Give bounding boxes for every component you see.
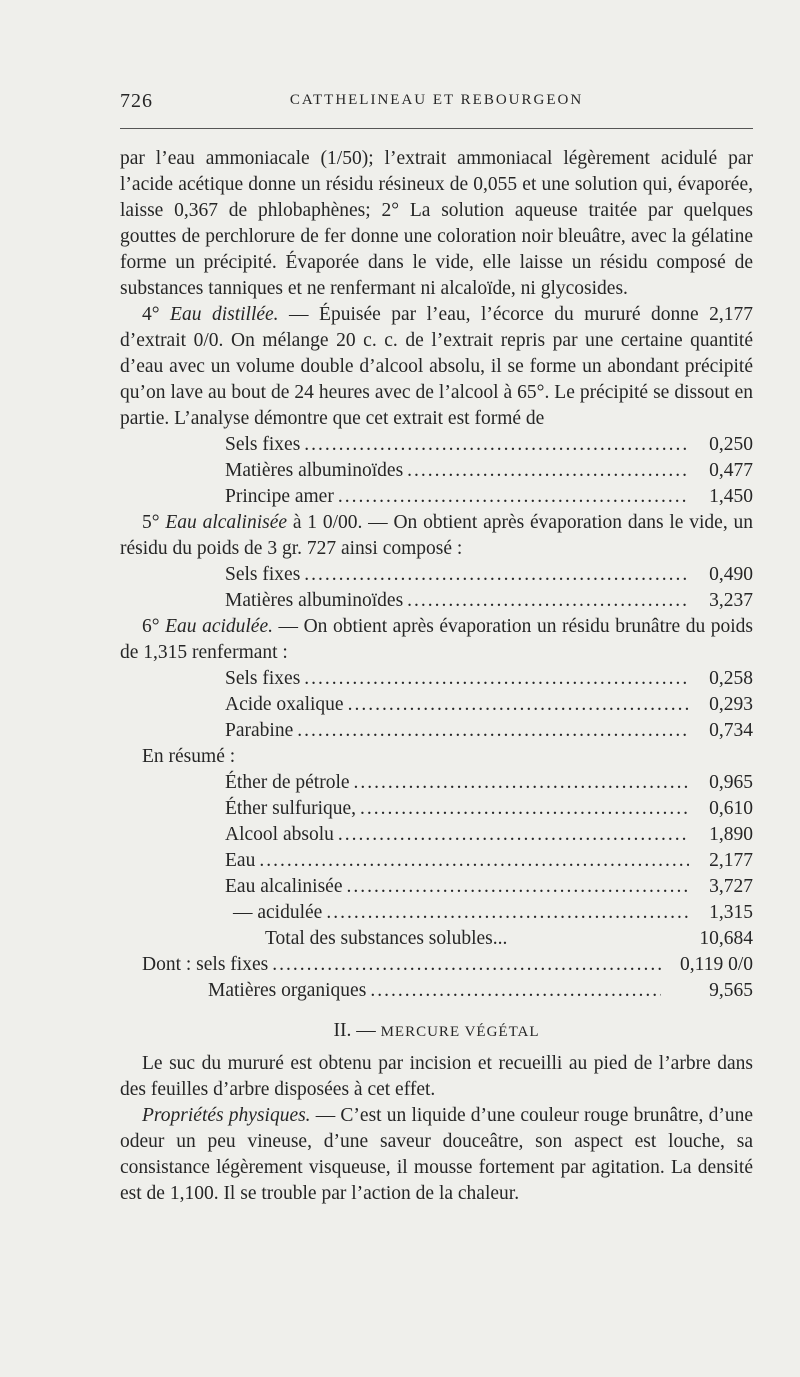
item-text: — On obtient après évaporation un résidu brunâtre du poids de 1,315 renfermant : bbox=[120, 616, 753, 663]
summary-heading: En résumé : bbox=[142, 746, 236, 767]
table-summary bbox=[120, 770, 753, 1004]
paragraph-eau-distillee bbox=[120, 302, 753, 432]
row-value: 9,565 bbox=[709, 980, 753, 1001]
dot-leader bbox=[348, 692, 689, 718]
dot-leader bbox=[354, 770, 689, 796]
paragraph-ammoniacal: par l’eau ammoniacale (1/50); l’extrait ammoniacal légèrement acidulé par l’acide acétique donne un résidu résineux de 0,055 et une solution qui, évaporée, laisse 0,367 de phlobaphènes; 2° La solution aqueuse traitée par quelques gouttes de perchlorure de fer donne une coloration noir bleuâtre, avec la gélatine forme un précipité. Évaporée dans le vide, elle laisse un résidu composé de substances tanniques et ne renfermant ni alcaloïde, ni glycosides. bbox=[120, 148, 753, 299]
row-label: Sels fixes bbox=[225, 668, 301, 689]
dot-leader bbox=[346, 874, 689, 900]
row-label: Alcool absolu bbox=[225, 824, 334, 845]
dot-leader bbox=[304, 432, 689, 458]
table-row bbox=[225, 900, 753, 926]
table-row bbox=[225, 458, 753, 484]
row-value: 0,250 bbox=[709, 434, 753, 455]
row-value: 0,734 bbox=[709, 720, 753, 741]
paragraph-eau-acidulee bbox=[120, 614, 753, 666]
dot-leader bbox=[326, 900, 689, 926]
item-text: à 1 0/00. — On obtient après évaporation dans le vide, un résidu du poids de 3 gr. 727 ainsi composé : bbox=[120, 512, 753, 559]
table-row bbox=[225, 432, 753, 458]
table-eau-alcalinisee bbox=[120, 562, 753, 614]
row-value: 0,477 bbox=[709, 460, 753, 481]
dont-row bbox=[142, 952, 753, 978]
dot-leader bbox=[338, 484, 689, 510]
table-row bbox=[225, 822, 753, 848]
row-value: 1,315 bbox=[709, 902, 753, 923]
total-value: 10,684 bbox=[699, 928, 753, 949]
row-value: 2,177 bbox=[709, 850, 753, 871]
running-title: CATTHELINEAU ET REBOURGEON bbox=[289, 92, 584, 108]
item-title: Eau acidulée. bbox=[165, 616, 273, 637]
paragraph-proprietes bbox=[120, 1103, 753, 1207]
page-number: 726 bbox=[120, 90, 153, 112]
row-value: 3,727 bbox=[709, 876, 753, 897]
total-row bbox=[265, 926, 753, 952]
item-number: 6° bbox=[142, 616, 160, 637]
item-number: 5° bbox=[142, 512, 160, 533]
item-title: Eau distillée. bbox=[170, 304, 279, 325]
dot-leader bbox=[259, 848, 689, 874]
row-value: 3,237 bbox=[709, 590, 753, 611]
dot-leader bbox=[297, 718, 689, 744]
header-rule bbox=[120, 128, 753, 129]
row-value: 0,610 bbox=[709, 798, 753, 819]
table-row bbox=[225, 874, 753, 900]
row-label: Éther de pétrole bbox=[225, 772, 350, 793]
row-label: Sels fixes bbox=[225, 434, 301, 455]
section-heading bbox=[120, 1018, 753, 1045]
table-eau-acidulee bbox=[120, 666, 753, 744]
row-label: Principe amer bbox=[225, 486, 334, 507]
row-value: 1,890 bbox=[709, 824, 753, 845]
dot-leader bbox=[304, 666, 689, 692]
paragraph-suc: Le suc du mururé est obtenu par incision et recueilli au pied de l’arbre dans des feuilles d’arbre disposées à cet effet. bbox=[120, 1053, 753, 1100]
row-label: Dont : sels fixes bbox=[142, 954, 269, 975]
paragraph-eau-alcalinisee bbox=[120, 510, 753, 562]
organic-row bbox=[208, 978, 753, 1004]
row-value: 0,119 0/0 bbox=[680, 954, 753, 975]
row-label: Matières albuminoïdes bbox=[225, 590, 404, 611]
dot-leader bbox=[370, 978, 661, 1004]
item-text: — C’est un liquide d’une couleur rouge brunâtre, d’une odeur un peu vineuse, d’une saveur douceâtre, son aspect est louche, sa consistance légèrement visqueuse, il mousse fortement par agitation. La densité est de 1,100. Il se trouble par l’action de la chaleur. bbox=[120, 1105, 754, 1204]
item-number: 4° bbox=[142, 304, 160, 325]
dot-leader bbox=[407, 588, 689, 614]
row-label: — acidulée bbox=[233, 902, 323, 923]
row-label: Eau alcalinisée bbox=[225, 876, 343, 897]
page-header bbox=[120, 90, 753, 118]
total-label: Total des substances solubles... bbox=[265, 928, 508, 949]
row-value: 0,258 bbox=[709, 668, 753, 689]
row-label: Parabine bbox=[225, 720, 294, 741]
table-row bbox=[225, 484, 753, 510]
item-title: Eau alcalinisée bbox=[165, 512, 288, 533]
table-row bbox=[225, 770, 753, 796]
row-label: Eau bbox=[225, 850, 256, 871]
section-number: II. — bbox=[333, 1020, 376, 1041]
dot-leader bbox=[338, 822, 689, 848]
row-label: Acide oxalique bbox=[225, 694, 344, 715]
item-text: — Épuisée par l’eau, l’écorce du mururé donne 2,177 d’extrait 0/0. On mélange 20 c. c. de l’extrait repris par une certaine quantité d’eau avec un volume double d’alcool absolu, il se forme un abondant précipité qu’on lave au bout de 24 heures avec de l’alcool à 65°. Le précipité se dissout en partie. L’analyse démontre que cet extrait est formé de bbox=[120, 304, 753, 429]
table-row bbox=[225, 588, 753, 614]
row-value: 0,293 bbox=[709, 694, 753, 715]
row-value: 1,450 bbox=[709, 486, 753, 507]
section-title: MERCURE VÉGÉTAL bbox=[380, 1024, 540, 1040]
table-row bbox=[225, 718, 753, 744]
dot-leader bbox=[407, 458, 689, 484]
table-row bbox=[225, 796, 753, 822]
row-value: 0,965 bbox=[709, 772, 753, 793]
row-label: Sels fixes bbox=[225, 564, 301, 585]
row-label: Éther sulfurique, bbox=[225, 798, 357, 819]
table-row bbox=[225, 666, 753, 692]
table-row bbox=[225, 692, 753, 718]
table-row bbox=[225, 848, 753, 874]
dot-leader bbox=[272, 952, 661, 978]
row-label: Matières albuminoïdes bbox=[225, 460, 404, 481]
table-eau-distillee bbox=[120, 432, 753, 510]
page-body bbox=[120, 146, 753, 1207]
row-label: Matières organiques bbox=[208, 980, 367, 1001]
item-title: Propriétés physiques. bbox=[142, 1105, 311, 1126]
dot-leader bbox=[304, 562, 689, 588]
dot-leader bbox=[360, 796, 689, 822]
table-row bbox=[225, 562, 753, 588]
row-value: 0,490 bbox=[709, 564, 753, 585]
